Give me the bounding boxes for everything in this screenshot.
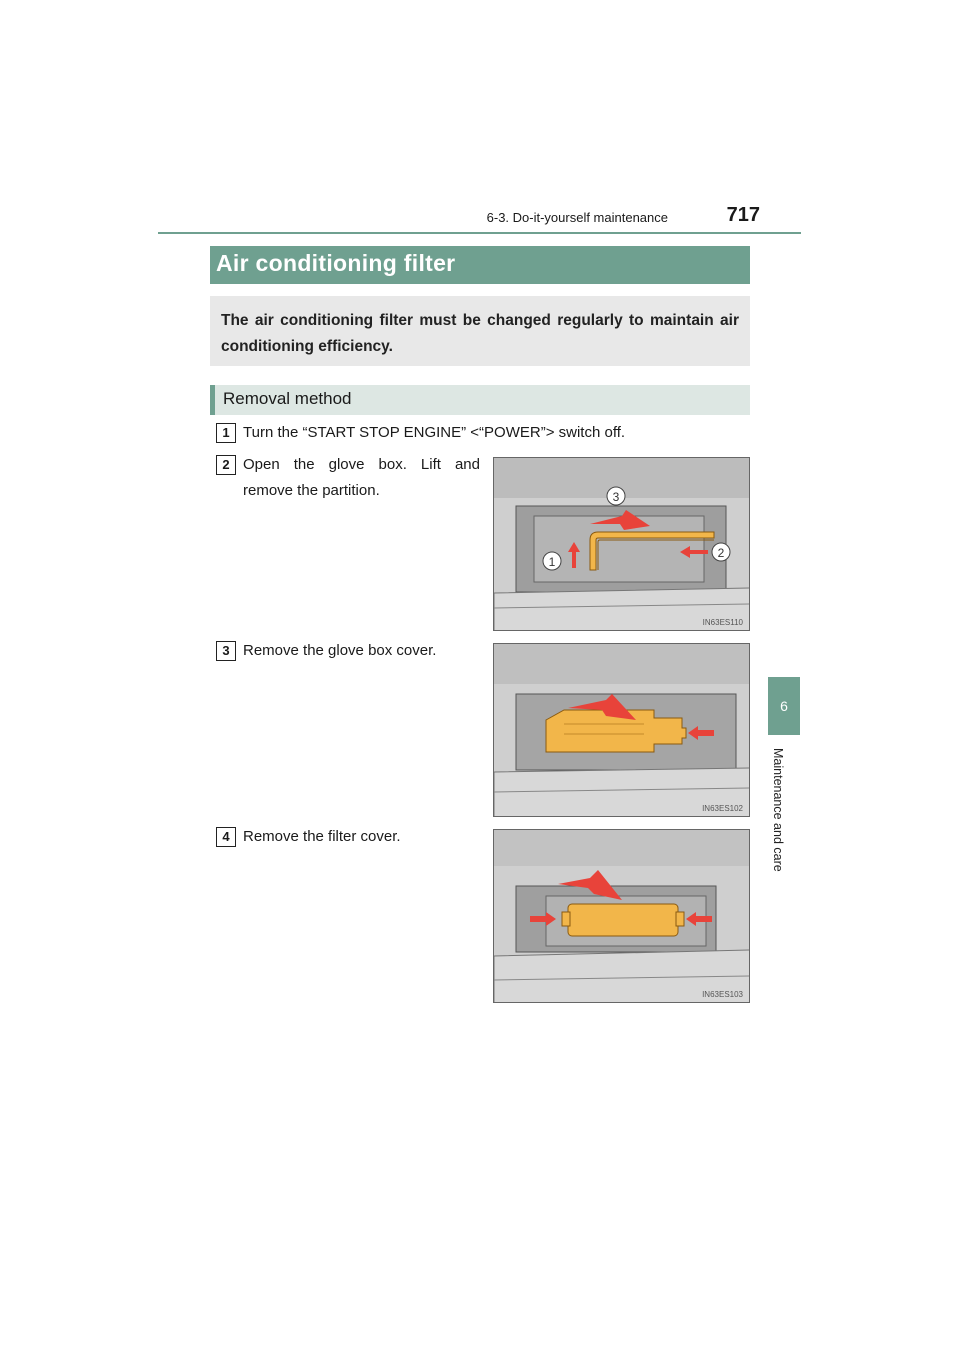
subsection-accent: [210, 385, 215, 415]
figure-filter-cover-illustration: [494, 830, 750, 1003]
step-text-3: Remove the glove box cover.: [243, 642, 437, 659]
callout-2: 2: [717, 546, 725, 560]
figure-glove-box-cover-illustration: [494, 644, 750, 817]
header-rule: [158, 232, 801, 234]
step-text-1: Turn the “START STOP ENGINE” <“POWER”> switch off.: [243, 424, 626, 441]
callout-1: 1: [548, 555, 556, 569]
subsection-bar: [210, 385, 750, 415]
chapter-tab-label: Maintenance and care: [771, 748, 785, 872]
figure-code: IN63ES103: [702, 990, 743, 999]
figure-glove-box-cover: [493, 643, 750, 817]
figure-code: IN63ES110: [702, 618, 743, 627]
section-title: Air conditioning filter: [216, 250, 456, 276]
step-number-2: 2: [216, 455, 236, 475]
page-number: 717: [726, 204, 760, 226]
chapter-tab: 6: [768, 677, 800, 735]
running-header-section: 6-3. Do-it-yourself maintenance: [486, 210, 668, 225]
figure-filter-cover: [493, 829, 750, 1003]
step-number-4: 4: [216, 827, 236, 847]
intro-text: The air conditioning filter must be changed regularly to maintain air conditioning efficiency.: [221, 312, 739, 355]
figure-partition-illustration: [494, 458, 750, 631]
figure-partition: [493, 457, 750, 631]
step-text-4: Remove the filter cover.: [243, 828, 401, 845]
step-number-1: 1: [216, 423, 236, 443]
callout-3: 3: [612, 490, 620, 504]
intro-box: [210, 296, 750, 366]
step-number-3: 3: [216, 641, 236, 661]
step-text-2: Open the glove box. Lift and remove the partition.: [243, 456, 480, 499]
section-title-bar: [210, 246, 750, 284]
subsection-title: Removal method: [223, 389, 352, 408]
figure-code: IN63ES102: [702, 804, 743, 813]
chapter-tab-label-wrap: [771, 748, 797, 888]
